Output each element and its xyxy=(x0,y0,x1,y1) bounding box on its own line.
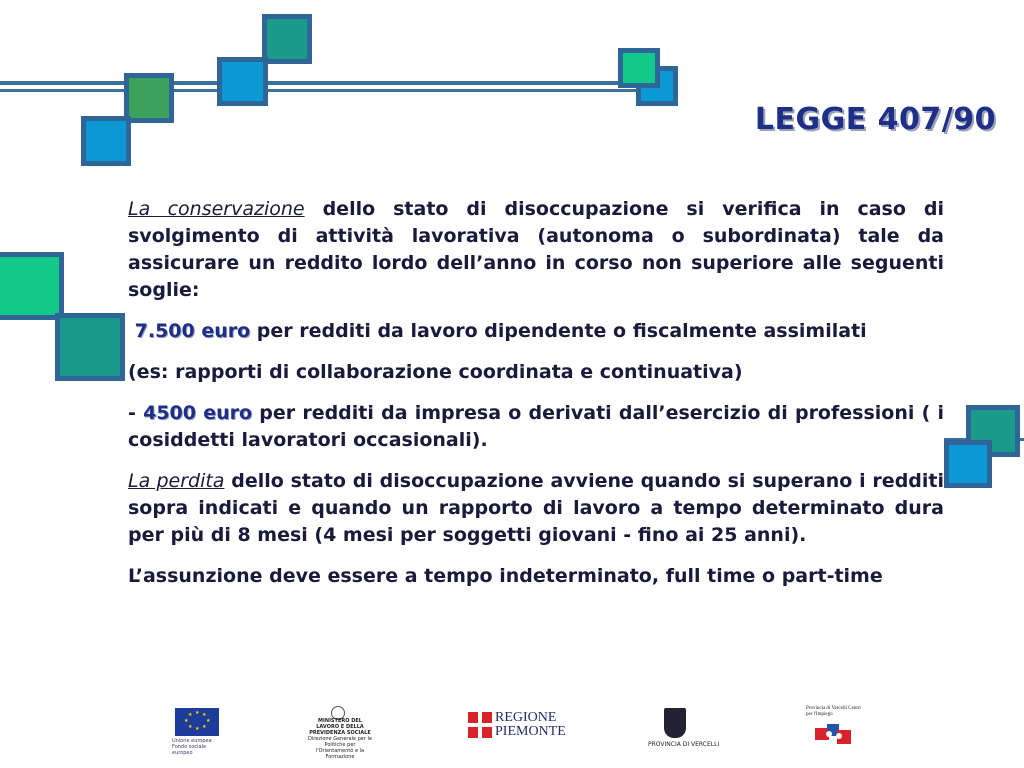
header-line-top xyxy=(0,81,652,85)
decor-square xyxy=(217,57,268,106)
slide-title: LEGGE 407/90 xyxy=(754,102,996,137)
ministry-subtitle: Direzione Generale per le Politiche per l'Orientamento e la Formazione xyxy=(308,736,372,760)
amount-threshold-employee: 7.500 euro xyxy=(134,320,251,342)
decor-square xyxy=(0,252,64,320)
decor-square xyxy=(944,440,992,488)
region-logo xyxy=(495,711,566,739)
paragraph-text: per redditi da impresa o derivati dall’esercizio di professioni ( i cosiddetti lavoratori occasionali). xyxy=(128,402,944,451)
paragraph-text: dello stato di disoccupazione avviene quando si superano i redditi sopra indicati e quando un rapporto di lavoro a tempo determinato dura per più di 8 mesi (4 mesi per soggetti giovani - fino ai 25 anni). xyxy=(128,470,944,546)
ministry-logo xyxy=(306,718,374,760)
slide-body xyxy=(128,196,944,604)
paragraph-text: dello stato di disoccupazione si verifica in caso di svolgimento di attività lavorativa (autonoma o subordinata) tale da assicurare un reddito lordo dell’anno in corso non superiore alle seguenti soglie: xyxy=(128,198,944,301)
eu-flag-logo: ★ ★ ★ ★ ★ ★ ★ ★ xyxy=(175,708,219,736)
decor-square xyxy=(262,14,312,64)
vercelli-logo-caption: PROVINCIA DI VERCELLI xyxy=(648,741,720,748)
region-name-line2: PIEMONTE xyxy=(495,724,566,739)
term-loss: La perdita xyxy=(128,470,225,492)
paragraph-hiring: L’assunzione deve essere a tempo indeterminato, full time o part-time xyxy=(128,565,883,587)
vercelli-shield-icon xyxy=(664,708,686,738)
paragraph-threshold-employee xyxy=(128,318,944,345)
decor-square xyxy=(55,313,125,381)
paragraph-loss xyxy=(128,468,944,549)
paragraph-threshold-business xyxy=(128,400,944,454)
header-line-bottom xyxy=(0,89,660,92)
list-dash: - xyxy=(128,402,144,424)
region-name-line1: REGIONE xyxy=(495,710,557,725)
ministry-name: MINISTERO DEL LAVORO E DELLA PREVIDENZA SOCIALE xyxy=(309,718,371,736)
amount-threshold-business: 4500 euro xyxy=(143,402,253,424)
puzzle-icon xyxy=(815,722,851,746)
eu-logo-caption: Unione europea Fondo sociale europeo xyxy=(172,738,212,756)
paragraph-example: (es: rapporti di collaborazione coordinata e continuativa) xyxy=(128,361,743,383)
paragraph-conservation xyxy=(128,196,944,304)
province-centers-caption: Provincia di Vercelli Centri per l'Impiego xyxy=(806,706,861,717)
paragraph-text: per redditi da lavoro dipendente o fiscalmente assimilati xyxy=(250,320,867,342)
term-conservation: La conservazione xyxy=(128,198,305,220)
decor-square xyxy=(618,48,660,88)
